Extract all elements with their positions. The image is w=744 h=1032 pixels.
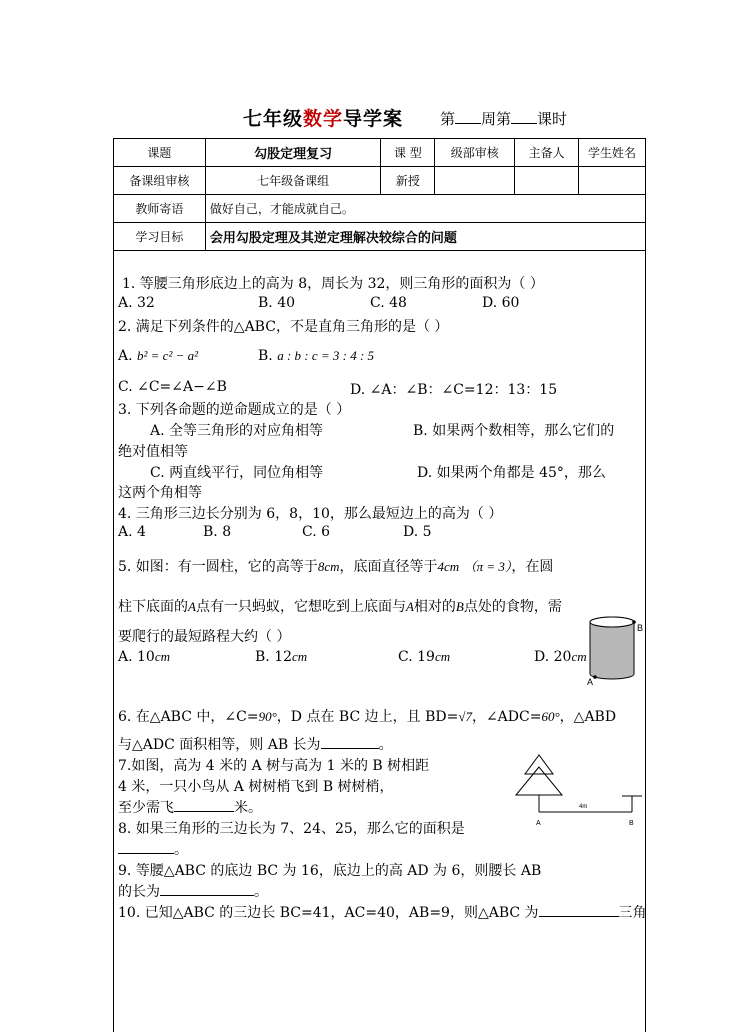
question-9-line-1: 9. 等腰△ABC 的底边 BC 为 16，底边上的高 AD 为 6，则腰长 AB: [118, 863, 542, 879]
table-row: [114, 139, 646, 167]
q7-answer-blank: [174, 797, 234, 812]
question-7-line-2: 4 米，一只小鸟从 A 树树梢飞到 B 树树梢，: [118, 779, 394, 795]
q5-c-value: C. 19: [398, 649, 435, 665]
q8-answer-blank: [118, 839, 174, 854]
q2-b-label: B.: [258, 348, 273, 364]
student-name-cell: [579, 167, 646, 195]
q5-height: 8cm: [317, 559, 340, 574]
question-2: 2. 满足下列条件的△ABC，不是直角三角形的是（ ）: [118, 319, 449, 335]
title-grade: 七年级: [243, 108, 304, 130]
table-row: [114, 195, 646, 223]
q5-d-value: D. 20: [534, 649, 572, 665]
cylinder-label-b: B: [637, 623, 644, 633]
question-6-line-1: [118, 706, 616, 726]
q3-option-c: C. 两直线平行，同位角相等: [150, 465, 324, 481]
q6-text-a: 6. 在△ABC 中，∠C=: [118, 709, 259, 725]
q1-option-d: D. 60: [482, 295, 520, 311]
q2-a-formula: b² = c² − a²: [137, 348, 199, 363]
q5-point-b: B: [455, 599, 464, 614]
q2-option-d: D. ∠A：∠B：∠C=12：13：15: [350, 382, 558, 398]
dept-review-label: 级部审核: [435, 139, 515, 167]
q5-pi: （π = 3）: [463, 559, 512, 574]
q4-option-b: B. 8: [203, 524, 232, 540]
q3-option-b: B. 如果两个数相等，那么它们的: [413, 423, 615, 439]
q7-text-a: 至少需飞: [118, 800, 174, 816]
q5-text-f: 相对的: [413, 599, 456, 615]
type-label: 课 型: [381, 139, 435, 167]
week-blank: [455, 109, 481, 124]
q5-text-b: ，底面直径等于: [339, 559, 438, 575]
week-suffix: 课时: [537, 110, 568, 128]
q10-text-a: 10. 已知△ABC 的三边长 BC=41，AC=40，AB=9，则△ABC 为: [118, 905, 539, 921]
q6-bd-value: √7: [458, 709, 472, 724]
q1-option-c: C. 48: [370, 295, 407, 311]
student-name-label: 学生姓名: [579, 139, 646, 167]
document-title: [243, 104, 403, 131]
q3-option-a: A. 全等三角形的对应角相等: [150, 423, 324, 439]
q5-diameter: 4cm: [437, 559, 460, 574]
q5-b-unit: cm: [292, 649, 308, 664]
q5-option-c: [398, 649, 450, 665]
q6-text-b: ，D 点在 BC 边上，且 BD=: [276, 709, 459, 725]
question-8-line-2: [118, 839, 188, 859]
q5-c-unit: cm: [434, 649, 451, 664]
question-6-line-2: [118, 734, 393, 754]
page-header: [0, 104, 744, 134]
q6-text-d: ，△ABD: [559, 709, 617, 725]
dept-review-cell: [435, 167, 515, 195]
question-8: 8. 如果三角形的三边长为 7、24、25，那么它的面积是: [118, 821, 465, 837]
week-prefix: 第: [440, 110, 456, 128]
q5-text-d: 柱下底面的: [118, 599, 188, 615]
q5-b-value: B. 12: [255, 649, 293, 665]
q5-text-a: 5. 如图：有一圆柱，它的高等于: [118, 559, 318, 575]
q9-text-end: 。: [254, 884, 268, 900]
table-row: [114, 223, 646, 251]
q9-answer-blank: [160, 881, 254, 896]
question-10: [118, 902, 647, 922]
q8-text-end: 。: [174, 842, 188, 858]
type-value: 新授: [381, 167, 435, 195]
preparer-label: 主备人: [515, 139, 579, 167]
q2-option-c: C. ∠C=∠A−∠B: [118, 379, 227, 395]
q3-option-d-cont: 这两个角相等: [118, 485, 202, 501]
q5-a-unit: cm: [154, 649, 170, 664]
week-lesson-line: [440, 108, 567, 129]
lesson-info-table: [113, 138, 646, 251]
q1-option-a: A. 32: [118, 295, 155, 311]
q2-option-b: [258, 348, 374, 364]
group-review-label: 备课组审核: [114, 167, 206, 195]
q3-option-d: D. 如果两个角都是 45°，那么: [417, 465, 606, 481]
week-mid: 周第: [481, 110, 512, 128]
q2-a-label: A.: [118, 348, 133, 364]
question-7-line-3: [118, 797, 262, 817]
objective-label: 学习目标: [114, 223, 206, 251]
q5-option-a: [118, 649, 170, 665]
q7-text-end: 米。: [234, 800, 262, 816]
q10-answer-blank: [539, 902, 619, 917]
group-value: 七年级备课组: [205, 167, 381, 195]
question-5-line-2: [118, 596, 562, 616]
title-type: 导学案: [343, 108, 404, 130]
question-1: 1. 等腰三角形底边上的高为 8，周长为 32，则三角形的面积为（ ）: [122, 276, 544, 292]
q10-text-b: 三角: [618, 905, 647, 921]
q5-text-e: 点有一只蚂蚁，它想吃到上底面与: [195, 599, 406, 615]
q1-option-b: B. 40: [258, 295, 296, 311]
objective-value: 会用勾股定理及其逆定理解决较综合的问题: [205, 223, 645, 251]
q4-option-a: A. 4: [118, 524, 146, 540]
q5-text-g: 点处的食物，需: [463, 599, 562, 615]
q9-text-a: 的长为: [118, 884, 160, 900]
q5-text-c: ，在圆: [511, 559, 554, 575]
title-subject: 数学: [303, 108, 344, 130]
q6-text-end: 。: [378, 737, 393, 753]
q6-text-c: ，∠ADC=: [471, 709, 542, 725]
teacher-message-value: 做好自己，才能成就自己。: [205, 195, 645, 223]
question-5-line-1: [118, 556, 553, 576]
question-5-line-3: 要爬行的最短路程大约（ ）: [118, 629, 291, 645]
q6-angle-c: 90°: [258, 709, 277, 724]
preparer-cell: [515, 167, 579, 195]
q2-option-a: [118, 348, 198, 364]
question-9-line-2: [118, 881, 268, 901]
q6-answer-blank: [321, 734, 379, 749]
teacher-message-label: 教师寄语: [114, 195, 206, 223]
q5-point-a: A: [188, 599, 196, 614]
q5-option-b: [255, 649, 307, 665]
question-4: 4. 三角形三边长分别为 6，8，10，那么最短边上的高为（ ）: [118, 506, 503, 522]
q6-text-e: 与△ADC 面积相等，则 AB 长为: [118, 737, 321, 753]
tree-b-label: B: [629, 820, 634, 827]
q4-option-d: D. 5: [403, 524, 432, 540]
q5-point-a2: A: [405, 599, 414, 614]
q4-option-c: C. 6: [302, 524, 331, 540]
q2-b-formula: a : b : c = 3 : 4 : 5: [277, 348, 375, 363]
table-row: [114, 167, 646, 195]
q5-option-d: [534, 649, 587, 665]
q5-a-value: A. 10: [118, 649, 155, 665]
lesson-blank: [511, 109, 537, 124]
question-7-line-1: 7.如图，高为 4 米的 A 树与高为 1 米的 B 树相距: [118, 758, 430, 774]
topic-value: 勾股定理复习: [205, 139, 381, 167]
topic-label: 课题: [114, 139, 206, 167]
q5-d-unit: cm: [571, 649, 587, 664]
q3-option-b-cont: 绝对值相等: [118, 444, 188, 460]
cylinder-label-a: A: [587, 677, 594, 686]
trees-distance-label: 4m: [579, 804, 588, 810]
q6-angle-adc: 60°: [541, 709, 560, 724]
trees-figure: [508, 752, 648, 832]
tree-a-label: A: [536, 820, 541, 827]
cylinder-figure: [586, 614, 656, 686]
question-3: 3. 下列各命题的逆命题成立的是（ ）: [118, 402, 351, 418]
